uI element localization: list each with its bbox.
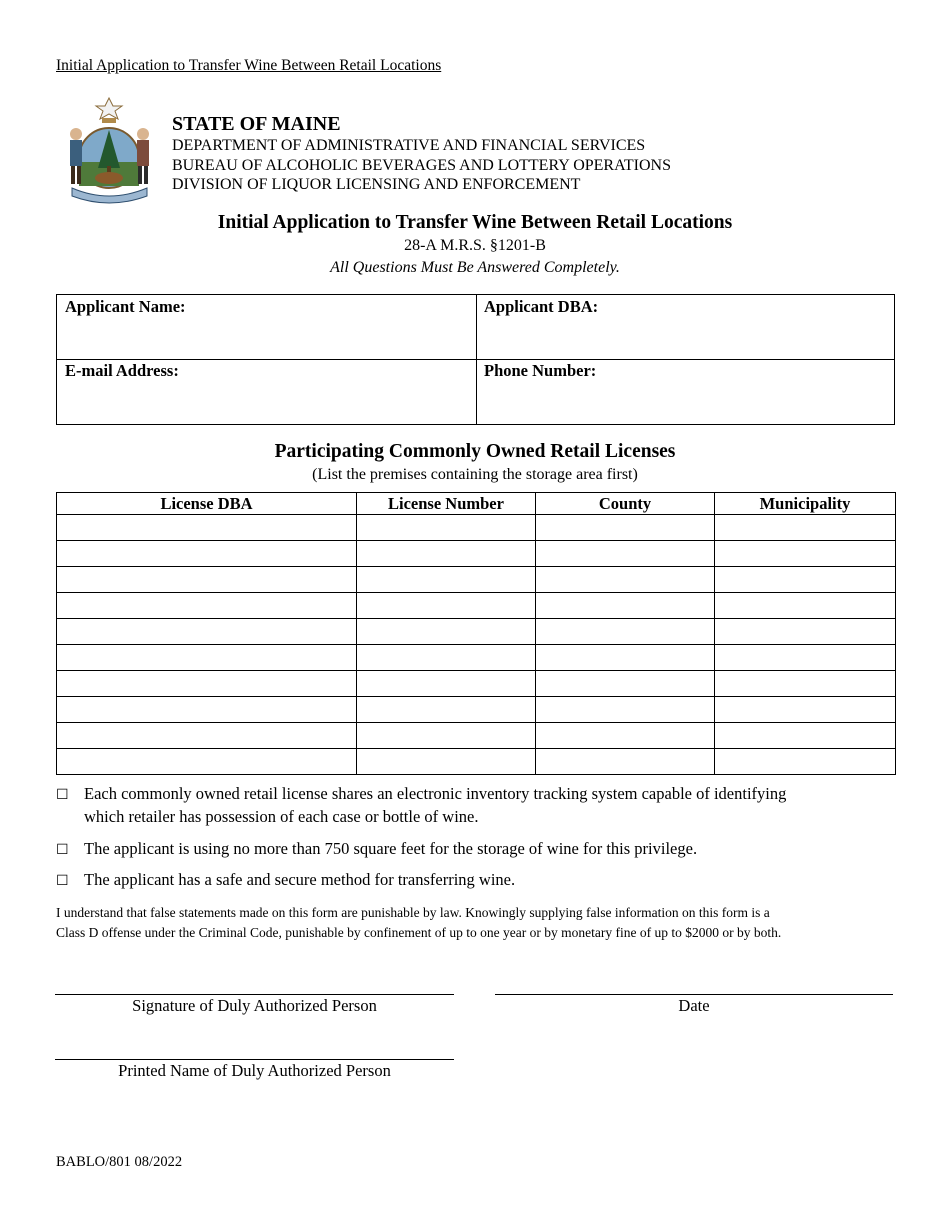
license-dba-cell[interactable] bbox=[57, 723, 357, 749]
legal-statement bbox=[56, 903, 901, 943]
municipality-cell[interactable] bbox=[715, 593, 896, 619]
license-number-cell[interactable] bbox=[357, 619, 536, 645]
legal-statement-line: I understand that false statements made on this form are punishable by law. Knowingly supplying false information on this form is a bbox=[56, 905, 770, 920]
county-cell[interactable] bbox=[536, 515, 715, 541]
county-cell[interactable] bbox=[536, 697, 715, 723]
email-field[interactable]: E-mail Address: bbox=[65, 361, 179, 380]
state-name: STATE OF MAINE bbox=[172, 113, 341, 135]
licenses-section-title: Participating Commonly Owned Retail Licenses bbox=[274, 441, 676, 462]
municipality-cell[interactable] bbox=[715, 697, 896, 723]
table-row bbox=[57, 697, 896, 723]
bureau-name: BUREAU OF ALCOHOLIC BEVERAGES AND LOTTERY OPERATIONS bbox=[172, 156, 671, 174]
checkbox-icon[interactable]: ☐ bbox=[56, 842, 69, 858]
state-of-maine-seal-icon bbox=[62, 96, 157, 208]
checkbox-item-secure-transfer[interactable] bbox=[56, 868, 896, 893]
license-number-cell[interactable] bbox=[357, 541, 536, 567]
county-cell[interactable] bbox=[536, 723, 715, 749]
checkbox-label: Each commonly owned retail license shares an electronic inventory tracking system capable of identifying bbox=[84, 784, 787, 803]
signature-label: Signature of Duly Authorized Person bbox=[132, 996, 377, 1015]
table-row bbox=[57, 671, 896, 697]
table-row bbox=[57, 567, 896, 593]
county-cell[interactable] bbox=[536, 671, 715, 697]
form-instruction: All Questions Must Be Answered Completely. bbox=[330, 259, 620, 276]
applicant-name-field[interactable]: Applicant Name: bbox=[65, 297, 186, 316]
license-number-cell[interactable] bbox=[357, 697, 536, 723]
form-code: BABLO/801 08/2022 bbox=[56, 1154, 183, 1170]
county-cell[interactable] bbox=[536, 749, 715, 775]
municipality-cell[interactable] bbox=[715, 515, 896, 541]
license-dba-cell[interactable] bbox=[57, 697, 357, 723]
county-cell[interactable] bbox=[536, 645, 715, 671]
form-title: Initial Application to Transfer Wine Between Retail Locations bbox=[217, 212, 733, 233]
legal-statement-line: Class D offense under the Criminal Code, punishable by confinement of up to one year or by monetary fine of up to $2000 or by both. bbox=[56, 925, 782, 940]
table-row bbox=[57, 749, 896, 775]
table-row bbox=[57, 723, 896, 749]
date-label: Date bbox=[678, 996, 710, 1015]
column-header-county: County bbox=[536, 493, 715, 515]
license-number-cell[interactable] bbox=[357, 645, 536, 671]
checkbox-label: The applicant is using no more than 750 square feet for the storage of wine for this privilege. bbox=[84, 839, 698, 858]
county-cell[interactable] bbox=[536, 541, 715, 567]
license-dba-cell[interactable] bbox=[57, 645, 357, 671]
license-dba-cell[interactable] bbox=[57, 619, 357, 645]
printed-name-line[interactable] bbox=[55, 1059, 454, 1060]
phone-number-field[interactable]: Phone Number: bbox=[484, 361, 597, 380]
checkbox-item-storage-area[interactable] bbox=[56, 837, 896, 862]
municipality-cell[interactable] bbox=[715, 749, 896, 775]
column-header-license-dba: License DBA bbox=[57, 493, 357, 515]
license-number-cell[interactable] bbox=[357, 723, 536, 749]
license-number-cell[interactable] bbox=[357, 671, 536, 697]
municipality-cell[interactable] bbox=[715, 567, 896, 593]
applicant-info-grid bbox=[56, 294, 895, 425]
column-header-license-number: License Number bbox=[357, 493, 536, 515]
table-header-row bbox=[57, 493, 896, 515]
signature-line[interactable] bbox=[55, 994, 454, 995]
licenses-section-subtitle: (List the premises containing the storage area first) bbox=[312, 466, 638, 483]
municipality-cell[interactable] bbox=[715, 541, 896, 567]
table-row bbox=[57, 541, 896, 567]
license-dba-cell[interactable] bbox=[57, 567, 357, 593]
printed-name-label: Printed Name of Duly Authorized Person bbox=[118, 1061, 391, 1080]
department-name: DEPARTMENT OF ADMINISTRATIVE AND FINANCIAL SERVICES bbox=[172, 137, 646, 154]
license-number-cell[interactable] bbox=[357, 749, 536, 775]
checkbox-icon[interactable]: ☐ bbox=[56, 787, 69, 803]
license-dba-cell[interactable] bbox=[57, 541, 357, 567]
organization-header bbox=[172, 112, 671, 195]
county-cell[interactable] bbox=[536, 567, 715, 593]
municipality-cell[interactable] bbox=[715, 723, 896, 749]
statute-reference: 28-A M.R.S. §1201-B bbox=[404, 237, 546, 254]
municipality-cell[interactable] bbox=[715, 619, 896, 645]
county-cell[interactable] bbox=[536, 593, 715, 619]
grid-divider bbox=[57, 359, 894, 360]
license-dba-cell[interactable] bbox=[57, 593, 357, 619]
division-name: DIVISION OF LIQUOR LICENSING AND ENFORCEMENT bbox=[172, 176, 581, 193]
license-number-cell[interactable] bbox=[357, 593, 536, 619]
table-row bbox=[57, 619, 896, 645]
top-form-title: Initial Application to Transfer Wine Between Retail Locations bbox=[56, 57, 442, 74]
checkbox-label: The applicant has a safe and secure method for transferring wine. bbox=[84, 870, 516, 889]
table-row bbox=[57, 593, 896, 619]
municipality-cell[interactable] bbox=[715, 645, 896, 671]
applicant-dba-field[interactable]: Applicant DBA: bbox=[484, 297, 599, 316]
table-row bbox=[57, 515, 896, 541]
county-cell[interactable] bbox=[536, 619, 715, 645]
checkbox-item-inventory-system[interactable] bbox=[56, 782, 896, 828]
license-number-cell[interactable] bbox=[357, 567, 536, 593]
license-dba-cell[interactable] bbox=[57, 749, 357, 775]
date-line[interactable] bbox=[495, 994, 893, 995]
municipality-cell[interactable] bbox=[715, 671, 896, 697]
license-dba-cell[interactable] bbox=[57, 515, 357, 541]
column-header-municipality: Municipality bbox=[715, 493, 896, 515]
license-dba-cell[interactable] bbox=[57, 671, 357, 697]
licenses-table bbox=[56, 492, 896, 775]
checkbox-label: which retailer has possession of each case or bottle of wine. bbox=[84, 807, 479, 826]
license-number-cell[interactable] bbox=[357, 515, 536, 541]
table-row bbox=[57, 645, 896, 671]
checkbox-icon[interactable]: ☐ bbox=[56, 873, 69, 889]
